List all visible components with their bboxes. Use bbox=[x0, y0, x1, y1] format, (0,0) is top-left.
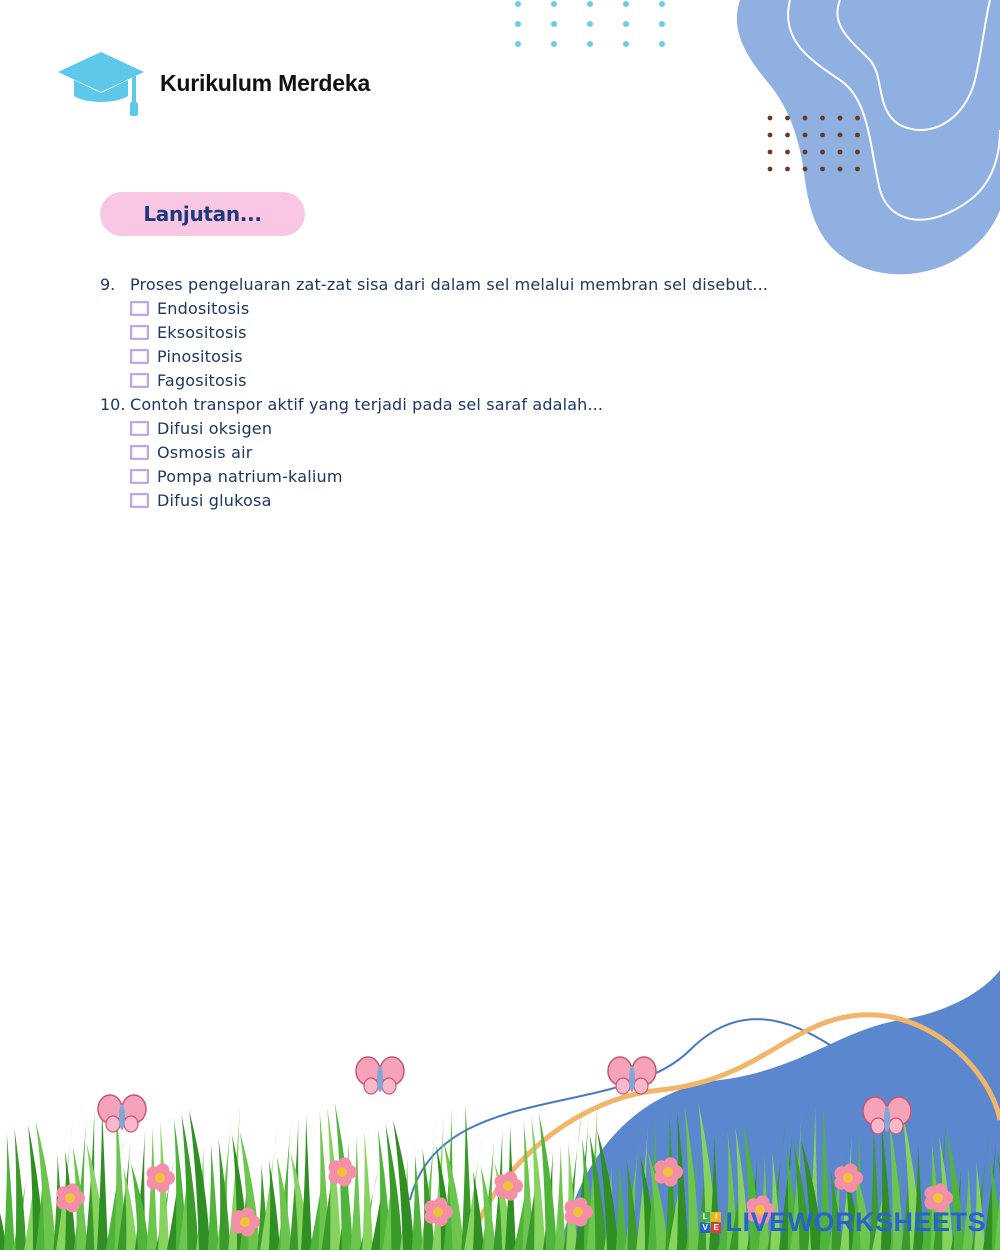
option-label: Difusi glukosa bbox=[157, 490, 272, 510]
option-row[interactable] bbox=[100, 344, 860, 368]
option-row[interactable] bbox=[100, 368, 860, 392]
brand-title: Kurikulum Merdeka bbox=[160, 70, 371, 96]
question-text: Proses pengeluaran zat-zat sisa dari dalam sel melalui membran sel disebut... bbox=[130, 274, 769, 294]
decorative-dots-brown bbox=[762, 112, 862, 174]
logo-letter: I bbox=[711, 1212, 721, 1222]
option-label: Endositosis bbox=[157, 298, 250, 318]
answer-checkbox[interactable] bbox=[130, 325, 149, 340]
question-9 bbox=[100, 272, 860, 296]
answer-checkbox[interactable] bbox=[130, 373, 149, 388]
liveworksheets-watermark bbox=[700, 1207, 986, 1238]
answer-checkbox[interactable] bbox=[130, 301, 149, 316]
answer-checkbox[interactable] bbox=[130, 469, 149, 484]
option-row[interactable] bbox=[100, 440, 860, 464]
question-text: Contoh transpor aktif yang terjadi pada sel saraf adalah... bbox=[130, 394, 604, 414]
decorative-dots-blue bbox=[510, 0, 670, 50]
option-label: Eksositosis bbox=[157, 322, 247, 342]
option-row[interactable] bbox=[100, 464, 860, 488]
logo-letter: L bbox=[700, 1212, 710, 1222]
option-row[interactable] bbox=[100, 488, 860, 512]
section-label: Lanjutan... bbox=[143, 202, 262, 226]
quiz-list bbox=[100, 272, 860, 512]
option-row[interactable] bbox=[100, 296, 860, 320]
option-row[interactable] bbox=[100, 320, 860, 344]
option-label: Fagositosis bbox=[157, 370, 247, 390]
option-label: Difusi oksigen bbox=[157, 418, 273, 438]
graduation-cap-icon bbox=[56, 50, 146, 126]
answer-checkbox[interactable] bbox=[130, 349, 149, 364]
option-label: Pinositosis bbox=[157, 346, 243, 366]
logo-letter: E bbox=[711, 1223, 721, 1233]
watermark-text: LIVEWORKSHEETS bbox=[725, 1207, 986, 1237]
section-label-pill bbox=[100, 192, 305, 236]
logo-letter: V bbox=[700, 1223, 710, 1233]
option-row[interactable] bbox=[100, 416, 860, 440]
option-label: Osmosis air bbox=[157, 442, 253, 462]
question-number: 10. bbox=[100, 394, 126, 414]
answer-checkbox[interactable] bbox=[130, 445, 149, 460]
question-10 bbox=[100, 392, 860, 416]
liveworksheets-logo-icon bbox=[700, 1212, 721, 1233]
option-label: Pompa natrium-kalium bbox=[157, 466, 343, 486]
answer-checkbox[interactable] bbox=[130, 493, 149, 508]
answer-checkbox[interactable] bbox=[130, 421, 149, 436]
question-number: 9. bbox=[100, 274, 116, 294]
